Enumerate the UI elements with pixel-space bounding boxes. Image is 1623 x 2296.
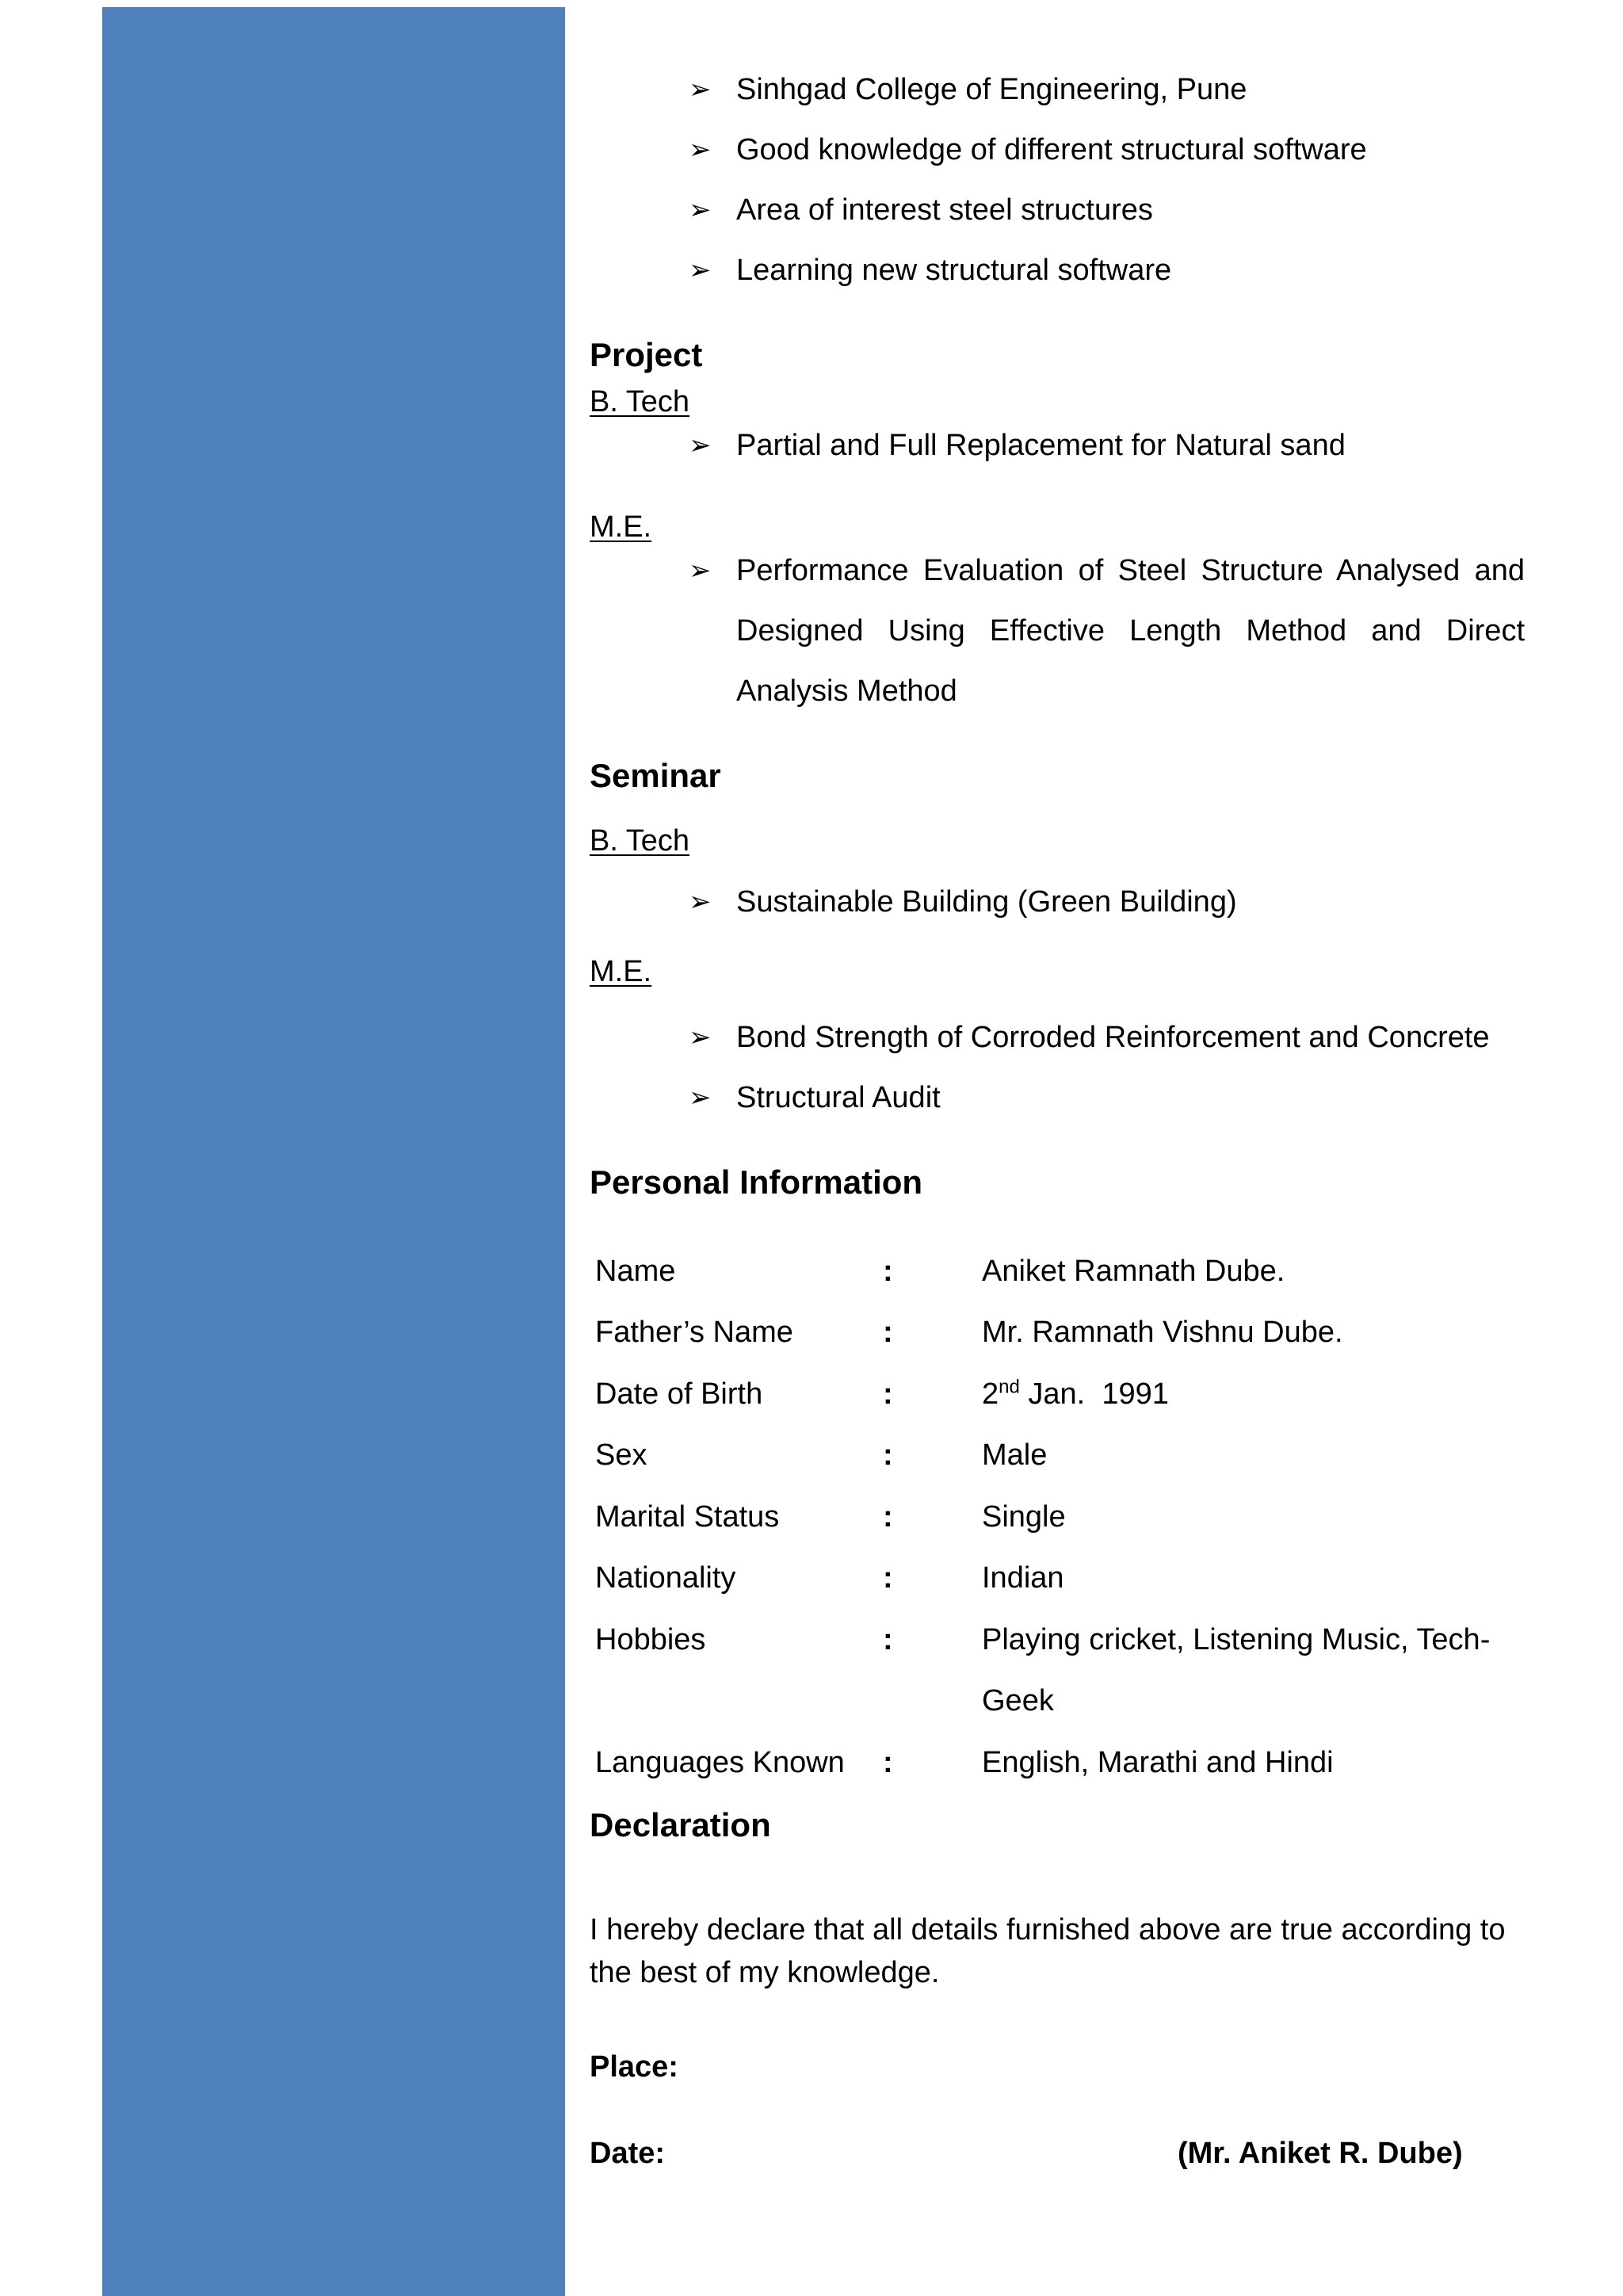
project-btech-label: B. Tech — [590, 385, 690, 418]
arrow-bullet-icon: ➢ — [689, 195, 712, 225]
dob-rest: Jan. 1991 — [1019, 1377, 1169, 1411]
info-separator: : — [883, 1623, 893, 1656]
resume-content — [590, 0, 1525, 2296]
info-label-dob: Date of Birth — [595, 1377, 763, 1411]
info-separator: : — [883, 1500, 893, 1534]
seminar-heading: Seminar — [590, 757, 721, 794]
list-item: Sustainable Building (Green Building) — [736, 885, 1237, 919]
seminar-btech-label: B. Tech — [590, 824, 690, 858]
info-label-nationality: Nationality — [595, 1561, 736, 1595]
date-label: Date: — [590, 2137, 666, 2170]
info-label-father-name: Father’s Name — [595, 1316, 793, 1349]
info-value-marital-status: Single — [982, 1500, 1066, 1534]
left-color-sidebar — [102, 7, 565, 2296]
arrow-bullet-icon: ➢ — [689, 255, 712, 285]
signature-name: (Mr. Aniket R. Dube) — [1178, 2137, 1463, 2170]
list-item: Good knowledge of different structural software — [736, 133, 1367, 166]
info-value-sex: Male — [982, 1438, 1048, 1472]
personal-info-heading: Personal Information — [590, 1163, 923, 1201]
place-label: Place: — [590, 2050, 678, 2084]
info-separator: : — [883, 1316, 893, 1349]
arrow-bullet-icon: ➢ — [689, 887, 712, 917]
info-separator: : — [883, 1255, 893, 1288]
dob-day-suffix: nd — [999, 1376, 1020, 1398]
list-item: Learning new structural software — [736, 254, 1172, 287]
info-value-dob — [982, 1376, 1169, 1412]
arrow-bullet-icon: ➢ — [689, 430, 712, 460]
list-item: Structural Audit — [736, 1081, 941, 1114]
info-value-nationality: Indian — [982, 1561, 1064, 1595]
info-separator: : — [883, 1438, 893, 1472]
arrow-bullet-icon: ➢ — [689, 135, 712, 165]
list-item: Sinhgad College of Engineering, Pune — [736, 73, 1247, 106]
declaration-line-2: the best of my knowledge. — [590, 1956, 940, 1989]
info-value-languages: English, Marathi and Hindi — [982, 1746, 1334, 1779]
info-separator: : — [883, 1377, 893, 1411]
list-item: Area of interest steel structures — [736, 193, 1153, 227]
info-label-hobbies: Hobbies — [595, 1623, 706, 1656]
declaration-heading: Declaration — [590, 1806, 771, 1843]
info-separator: : — [883, 1746, 893, 1779]
info-label-sex: Sex — [595, 1438, 647, 1472]
info-value-hobbies-cont: Geek — [982, 1684, 1054, 1717]
list-item: Bond Strength of Corroded Reinforcement and Concrete — [736, 1021, 1490, 1054]
info-value-hobbies: Playing cricket, Listening Music, Tech- — [982, 1623, 1491, 1656]
arrow-bullet-icon: ➢ — [689, 556, 712, 586]
list-item: Partial and Full Replacement for Natural sand — [736, 429, 1346, 462]
project-heading: Project — [590, 336, 703, 373]
info-label-languages: Languages Known — [595, 1746, 845, 1779]
info-value-father-name: Mr. Ramnath Vishnu Dube. — [982, 1316, 1343, 1349]
declaration-line-1: I hereby declare that all details furnished above are true according to — [590, 1913, 1506, 1946]
arrow-bullet-icon: ➢ — [689, 74, 712, 105]
project-me-item: Performance Evaluation of Steel Structure Analysed and Designed Using Effective Length Method and Direct Analysis Method — [736, 554, 1525, 708]
seminar-me-label: M.E. — [590, 955, 652, 988]
info-separator: : — [883, 1561, 893, 1595]
info-label-name: Name — [595, 1255, 676, 1288]
info-value-name: Aniket Ramnath Dube. — [982, 1255, 1285, 1288]
project-me-label: M.E. — [590, 510, 652, 544]
arrow-bullet-icon: ➢ — [689, 1022, 712, 1052]
dob-day: 2 — [982, 1377, 999, 1411]
info-label-marital-status: Marital Status — [595, 1500, 780, 1534]
arrow-bullet-icon: ➢ — [689, 1083, 712, 1113]
